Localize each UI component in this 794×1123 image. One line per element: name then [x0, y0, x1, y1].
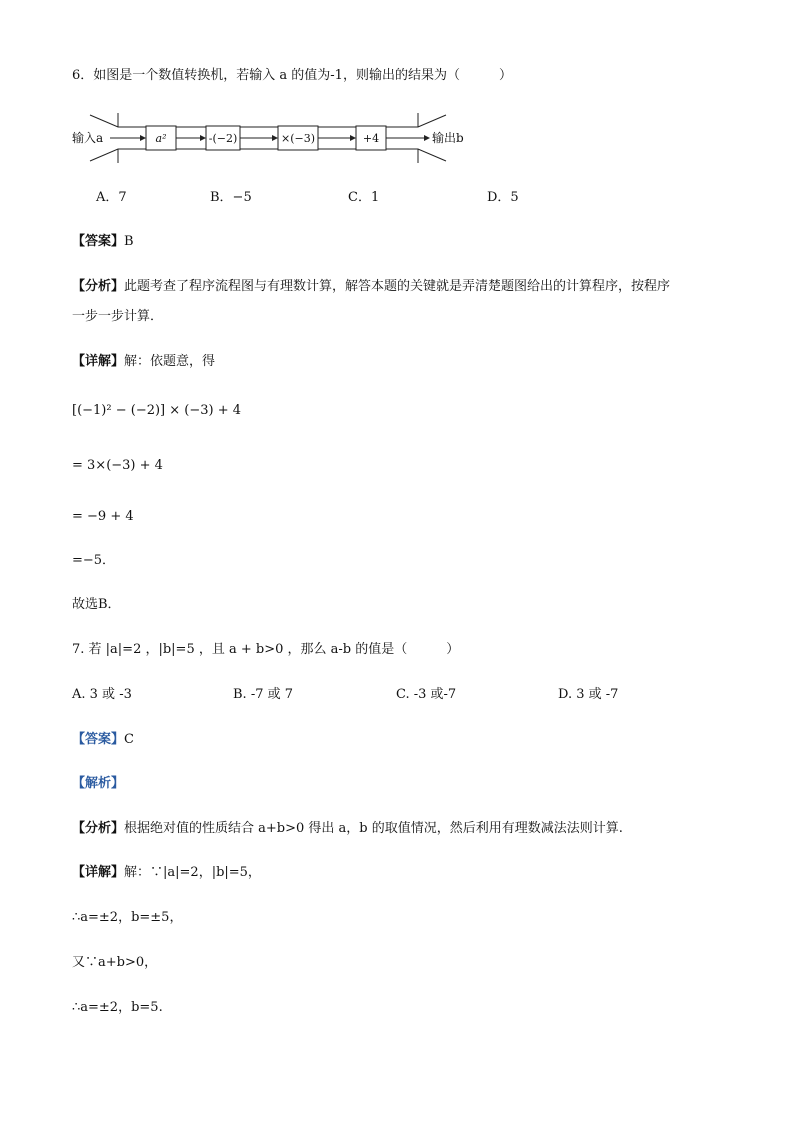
q7-line3: 又∵a+b>0， — [72, 955, 158, 970]
q6-step1: [(−1)² − (−2)] × (−3) + 4 — [72, 403, 242, 418]
arrowhead-1 — [200, 135, 206, 141]
q7-option-a: A. 3 或 -3 — [72, 687, 132, 702]
q7-line2: ∴a=±2，b=±5， — [72, 910, 183, 925]
q6-answer — [72, 234, 134, 250]
detail-tag: 【详解】 — [72, 354, 125, 369]
q7-option-d: D. 3 或 -7 — [558, 687, 619, 702]
q7-detail-tag: 【详解】 — [72, 865, 125, 880]
q6-option-c: C．1 — [348, 190, 380, 205]
q6-option-a: A．7 — [96, 190, 127, 205]
q7-answer-tag: 【答案】 — [72, 732, 125, 747]
q6-step4: =−5． — [72, 553, 116, 568]
q7-answer-value: C — [124, 732, 134, 747]
arrowhead-2 — [272, 135, 278, 141]
frame-bottom — [90, 149, 446, 161]
q7-option-b: B. -7 或 7 — [233, 687, 294, 702]
q6-detail — [72, 354, 215, 370]
step-label-4: +4 — [362, 132, 380, 145]
arrowhead-in — [140, 135, 146, 141]
q7-answer — [72, 732, 134, 748]
q6-analysis-line1 — [72, 279, 670, 295]
arrowhead-3 — [350, 135, 356, 141]
output-label: 输出b — [432, 131, 464, 145]
q6-step3: = −9 + 4 — [72, 509, 134, 524]
answer-tag: 【答案】 — [72, 234, 125, 249]
q7-analysis — [72, 821, 623, 837]
conversion-machine-diagram — [70, 111, 490, 167]
q7-detail-line1: 解：∵|a|=2，|b|=5， — [124, 865, 261, 880]
q7-option-c: C. -3 或-7 — [396, 687, 457, 702]
q7-jiexi — [72, 776, 124, 792]
q6-conclusion: 故选B． — [72, 597, 121, 612]
jiexi-tag: 【解析】 — [72, 776, 125, 791]
q7-stem: 7. 若 |a|=2 ，|b|=5 ，且 a + b>0 ，那么 a-b 的值是（ ） — [72, 642, 460, 657]
q7-analysis-text: 根据绝对值的性质结合 a+b>0 得出 a，b 的取值情况，然后利用有理数减法法则计算. — [124, 821, 623, 836]
q6-option-d: D．5 — [487, 190, 519, 205]
q6-analysis-line2: 一步一步计算． — [72, 309, 164, 324]
analysis-tag: 【分析】 — [72, 279, 125, 294]
step-label-2: -(−2) — [208, 132, 238, 145]
analysis-text: 此题考查了程序流程图与有理数计算，解答本题的关键就是弄清楚题图给出的计算程序，按程序 — [124, 279, 671, 294]
q7-line4: ∴a=±2，b=5. — [72, 1000, 163, 1015]
step-label-3: ×(−3) — [280, 132, 316, 145]
detail-intro: 解：依题意，得 — [124, 354, 216, 369]
q7-detail — [72, 865, 261, 881]
q6-stem: 6．如图是一个数值转换机，若输入 a 的值为-1，则输出的结果为（ ） — [72, 68, 512, 83]
step-label-1: a² — [155, 132, 167, 145]
answer-value: B — [124, 234, 134, 249]
q6-option-b: B．−5 — [210, 190, 252, 205]
arrowhead-out — [424, 135, 430, 141]
input-label: 输入a — [72, 131, 104, 145]
q7-analysis-tag: 【分析】 — [72, 821, 125, 836]
q6-step2: = 3×(−3) + 4 — [72, 458, 163, 473]
frame-top — [90, 115, 446, 127]
